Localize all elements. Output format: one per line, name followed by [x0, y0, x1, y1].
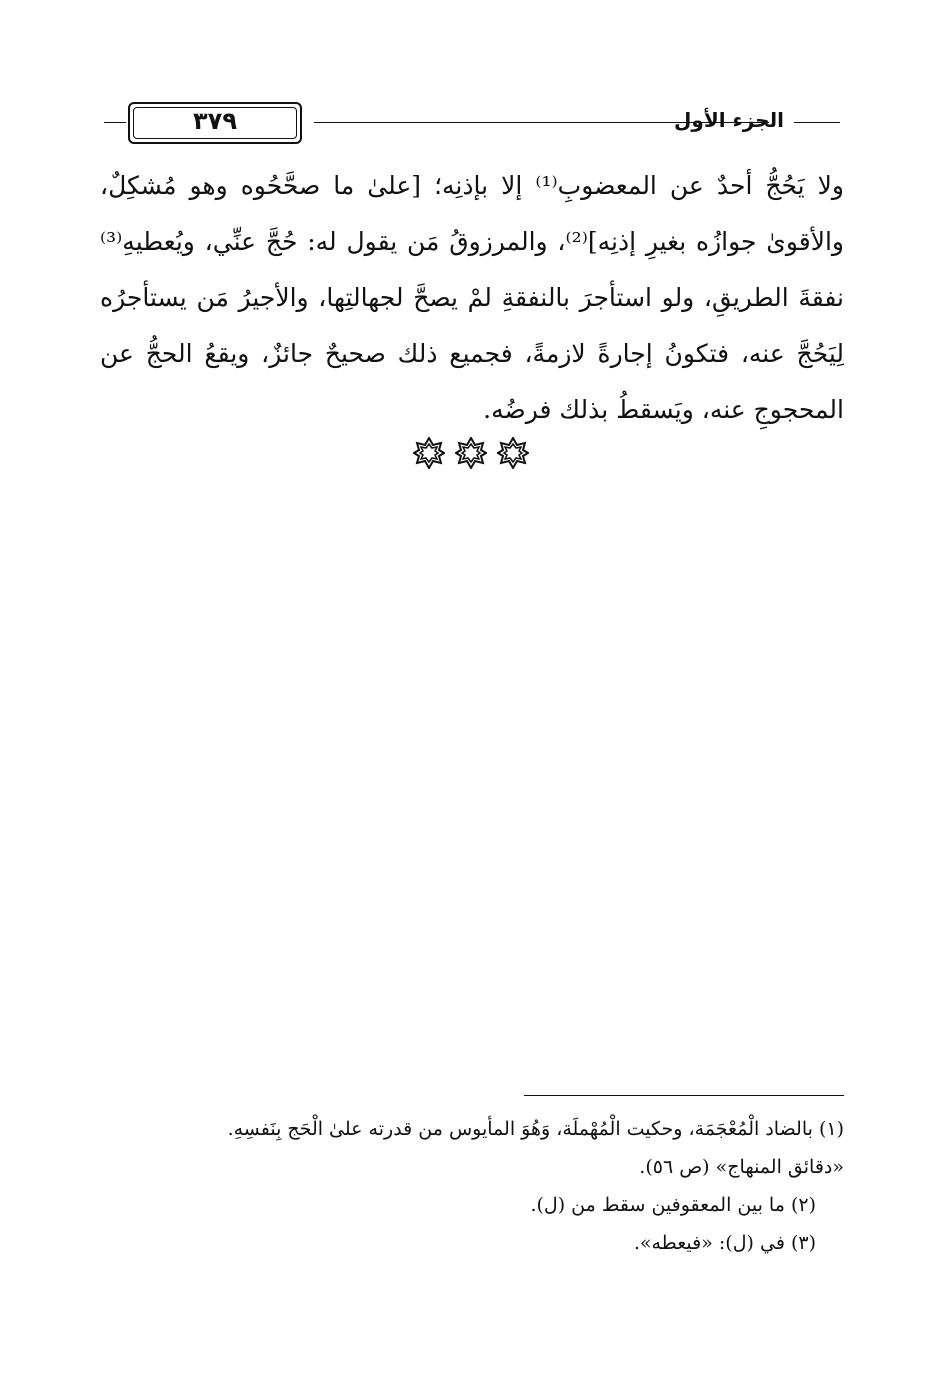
- footnote-3: (٣) في (ل): «فيعطه».: [633, 1232, 816, 1254]
- footnote-2: (٢) ما بين المعقوفين سقط من (ل).: [530, 1194, 816, 1216]
- footnote-1: (١) بالضاد الْمُعْجَمَة، وحكيت الْمُهْملَة، وَهُوَ المأيوس من قدرته علىٰ الْحَج بِنَفسِهِ.: [227, 1118, 844, 1140]
- footnote-1-continuation: «دقائق المنهاج» (ص ٥٦).: [639, 1156, 844, 1178]
- page-number: ٣٧٩: [193, 107, 237, 135]
- footnotes: [100, 1110, 844, 1262]
- header-rule-middle: [314, 122, 769, 123]
- header-rule-right: [794, 122, 840, 123]
- main-text: [100, 158, 844, 438]
- text-line: المحجوجِ عنه، ويَسقطُ بذلك فرضُه.: [483, 395, 844, 424]
- page-number-frame: [128, 102, 302, 144]
- text-line: والأقوىٰ جوازُه بغيرِ إذنِه]⁽²⁾، والمرزوقُ مَن يقول له: حُجَّ عنِّي، ويُعطيهِ⁽³⁾: [100, 227, 844, 256]
- section-divider-ornaments: [0, 437, 942, 473]
- page-header: [100, 100, 844, 148]
- star-ornament-icon: [455, 437, 487, 469]
- text-line: ولا يَحُجُّ أحدٌ عن المعضوبِ⁽¹⁾ إلا بإذنِه؛ [علىٰ ما صحَّحُوه وهو مُشكِلٌ،: [100, 171, 844, 200]
- star-ornament-icon: [413, 437, 445, 469]
- header-rule-left: [104, 122, 126, 123]
- text-line: لِيَحُجَّ عنه، فتكونُ إجارةً لازمةً، فجميع ذلك صحيحٌ جائزٌ، ويقعُ الحجُّ عن: [100, 339, 844, 368]
- footnote-separator: [524, 1095, 844, 1096]
- star-ornament-icon: [497, 437, 529, 469]
- text-line: نفقةَ الطريقِ، ولو استأجرَ بالنفقةِ لمْ يصحَّ لجهالتِها، والأجيرُ مَن يستأجرُه: [100, 283, 844, 312]
- running-title: الجزء الأول: [674, 108, 784, 132]
